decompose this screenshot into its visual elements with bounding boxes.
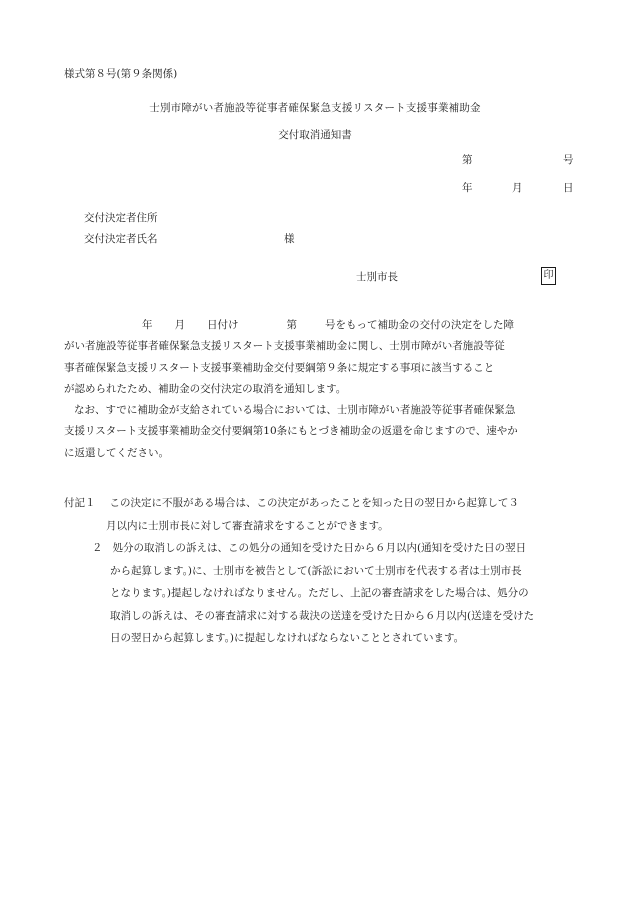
note-2-label: ２ [92,542,103,554]
note-2-line-4: 取消しの訴えは、その審査請求に対する裁決の送達を受けた日から６月以内(送達を受けた [110,609,535,622]
note-1-line-2: 月以内に士別市長に対して審査請求をすることができます。 [106,519,389,532]
body-line-2: がい者施設等従事者確保緊急支援リスタート支援事業補助金に関し、士別市障がい者施設等従 [64,340,505,353]
recipient-name-label: 交付決定者氏名 [84,233,158,245]
body-line-3: 事者確保緊急支援リスタート支援事業補助金交付要綱第９条に規定する事項に該当すること [64,361,495,374]
note-2-line-5: 日の翌日から起算します。)に提起しなければならないこととされています。 [110,632,465,644]
body-line-4: が認められたため、補助金の交付決定の取消を通知します。 [64,382,347,395]
note-2-line-1: ２ 処分の取消しの訴えは、この処分の通知を受けた日から６月以内(通知を受けた日の翌日 [92,542,527,554]
issuer-title: 士別市長 [356,271,398,283]
note-2-line-3: となります。)提起しなければなりません。ただし、上記の審査請求をした場合は、処分の [110,587,529,599]
date-year: 年 [462,182,473,194]
date-month: 月 [512,182,523,194]
document-title: 士別市障がい者施設等従事者確保緊急支援リスタート支援事業補助金 [149,102,481,114]
note-1-line-1: 付記１ この決定に不服がある場合は、この決定があったことを知った日の翌日から起算して３ [64,497,519,509]
date-day: 日 [563,182,574,194]
body-line-1: 年 月 日付け 第 号をもって補助金の交付の決定をした障 [142,319,514,331]
body-line-6: 支援リスタート支援事業補助金交付要綱第10条にもとづき補助金の返還を命じますので、速やか [64,425,518,438]
doc-number-prefix: 第 [462,154,473,166]
seal-stamp: 印 [541,267,556,285]
supplementary-notes [64,492,584,650]
doc-number-suffix: 号 [563,154,574,166]
notice-body [64,315,584,464]
recipient-honorific: 様 [284,233,295,245]
document-subtitle: 交付取消通知書 [278,129,352,141]
note-1-label: 付記１ [64,497,96,509]
body-line-5: なお、すでに補助金が支給されている場合においては、士別市障がい者施設等従事者確保緊急 [74,404,516,417]
recipient-address-label: 交付決定者住所 [84,212,158,224]
note-2-line-2: から起算します。)に、士別市を被告として(訴訟において士別市を代表する者は士別市長 [110,564,522,577]
form-number: 様式第８号(第９条関係) [64,68,178,80]
body-line-7: に返還してください。 [64,446,169,459]
